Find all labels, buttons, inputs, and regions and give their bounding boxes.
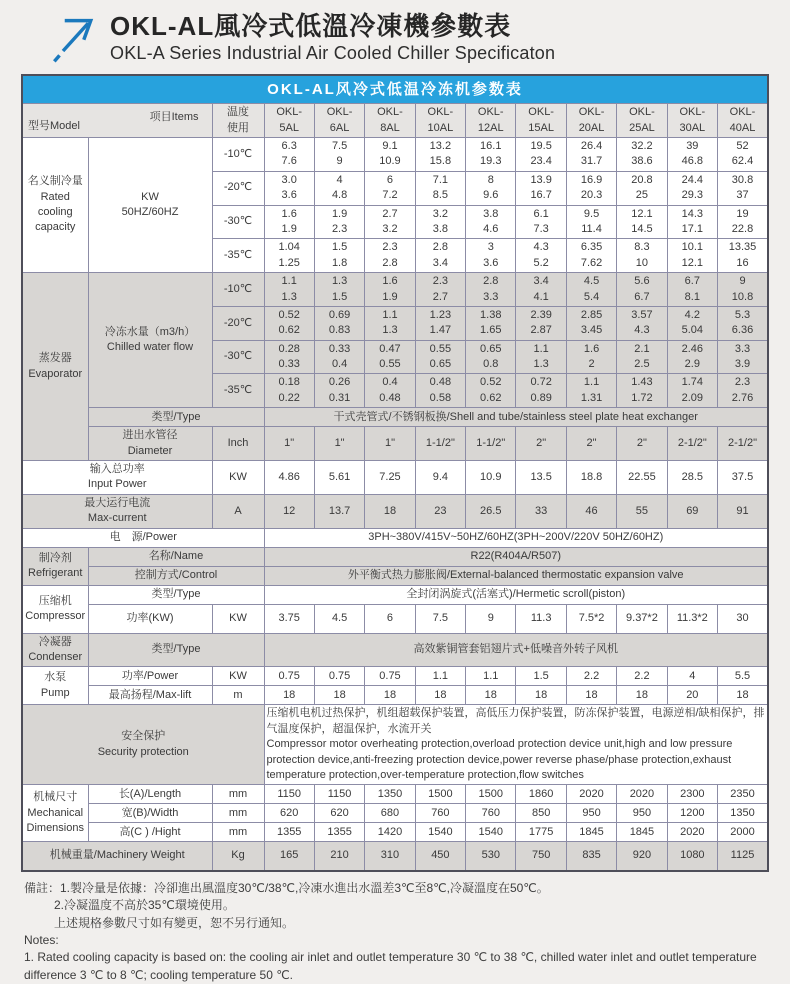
value-cell: 30.8 37 [718,171,768,205]
value-cell: 1.5 [516,667,566,686]
value-cell: 2" [566,427,616,461]
value-cell: 920 [617,842,667,871]
row-label-max-current: 最大运行电流 Max-current [22,494,212,528]
value-cell: 2.85 3.45 [566,306,616,340]
value-cell: 1540 [415,823,465,842]
value-cell: 1.1 [466,667,516,686]
value-cell: 9.1 10.9 [365,138,415,172]
value-cell: 16.1 19.3 [466,138,516,172]
value-cell: 835 [566,842,616,871]
row-label-input-power: 输入总功率 Input Power [22,461,212,495]
value-cell: 0.69 0.83 [314,306,364,340]
value-cell: 37.5 [718,461,768,495]
value-cell: 1125 [718,842,768,871]
table-banner: OKL-AL风冷式低温冷冻机参数表 [22,75,768,104]
unit-cell: mm [212,785,264,804]
value-cell: 1.1 1.31 [566,374,616,408]
note-line: 備註：1.製冷量是依據：冷卻進出風溫度30℃/38℃,冷凍水進出水溫差3℃至8℃,冷凝溫度在50℃。 [24,880,549,895]
table-row [22,705,768,785]
value-cell: 1.6 1.9 [264,205,314,239]
value-cell: 4.5 [314,604,364,633]
value-cell: 9 10.8 [718,273,768,307]
value-cell: 2020 [566,785,616,804]
value-cell: 1-1/2" [466,427,516,461]
value-cell: 2.39 2.87 [516,306,566,340]
value-cell: 2020 [667,823,717,842]
table-row [22,585,768,604]
row-label-max-lift: 最高扬程/Max-lift [88,686,212,705]
value-cell: 13.9 16.7 [516,171,566,205]
unit-cell: KW [212,667,264,686]
value-cell: 2350 [718,785,768,804]
value-cell: 7.25 [365,461,415,495]
corner-model-label: 型号Model [28,119,80,132]
row-label-rated-cooling-capacity: 名义制冷量 Rated cooling capacity [22,138,88,273]
value-cell: 6 [365,604,415,633]
value-cell: 1.43 1.72 [617,374,667,408]
row-label-height: 高(C ) /Hight [88,823,212,842]
value-cell: 750 [516,842,566,871]
value-cell: 3.8 4.6 [466,205,516,239]
corner-items-label: 项目Items [149,111,199,123]
value-cell: 10.9 [466,461,516,495]
value-cell: 620 [264,804,314,823]
value-cell: 0.75 [314,667,364,686]
note-line: 1. Rated cooling capacity is based on: the cooling air inlet and outlet temperature 30 ℃ to 38 ℃, chilled water inlet and outlet temperature difference 3 ℃ to 8 ℃; cooling temperature 50 ℃. [24,950,757,982]
page-header [0,0,790,72]
value-cell: 1.9 2.3 [314,205,364,239]
value-cell: 760 [415,804,465,823]
value-cell: 1200 [667,804,717,823]
value-cell: 28.5 [667,461,717,495]
value-cell: 530 [466,842,516,871]
temp-cell: -20℃ [212,171,264,205]
value-cell: 91 [718,494,768,528]
table-row [22,842,768,871]
unit-cell: A [212,494,264,528]
value-cell: 6.3 7.6 [264,138,314,172]
row-label-power-supply: 电 源/Power [22,528,264,547]
value-cell: 2.46 2.9 [667,340,717,374]
temp-cell: -35℃ [212,374,264,408]
value-cell: 18 [718,686,768,705]
value-cell: 0.52 0.62 [466,374,516,408]
value-cell: 11.3 [516,604,566,633]
value-cell: 18 [314,686,364,705]
value-cell: 7.5*2 [566,604,616,633]
value-cell: 1150 [264,785,314,804]
model-header: OKL- 30AL [667,104,717,138]
value-cell: 1" [365,427,415,461]
banner-row [22,75,768,104]
value-cell: 950 [566,804,616,823]
value-cell: 1845 [617,823,667,842]
value-cell: 26.4 31.7 [566,138,616,172]
value-cell: 5.3 6.36 [718,306,768,340]
row-label-control: 控制方式/Control [88,566,264,585]
value-cell: 0.28 0.33 [264,340,314,374]
model-header: OKL- 40AL [718,104,768,138]
value-cell: 18 [365,494,415,528]
value-cell: 6.7 8.1 [667,273,717,307]
value-cell: 1080 [667,842,717,871]
model-header: OKL- 5AL [264,104,314,138]
temp-cell: -10℃ [212,138,264,172]
row-label-pump-power: 功率/Power [88,667,212,686]
table-row [22,823,768,842]
value-cell: 0.48 0.58 [415,374,465,408]
value-cell: 2000 [718,823,768,842]
page-title: OKL-AL風冷式低溫冷凍機參數表 [110,11,512,41]
row-label-chilled-water-flow: 冷冻水量（m3/h） Chilled water flow [88,273,212,408]
model-header: OKL- 10AL [415,104,465,138]
value-cell: 2.1 2.5 [617,340,667,374]
value-cell: 1-1/2" [415,427,465,461]
value-cell: 1.3 1.5 [314,273,364,307]
value-cell: 3.0 3.6 [264,171,314,205]
value-cell: 1355 [264,823,314,842]
spec-table [21,74,769,872]
row-label-mechanical-dimensions: 机械尺寸 Mechanical Dimensions [22,785,88,842]
value-cell: 55 [617,494,667,528]
unit-cell: mm [212,823,264,842]
value-cell: 1350 [365,785,415,804]
value-cell: 7.5 9 [314,138,364,172]
row-label-compressor-power: 功率(KW) [88,604,212,633]
row-label-pump: 水泵 Pump [22,667,88,705]
value-cell: 12.1 14.5 [617,205,667,239]
column-header-row [22,104,768,138]
table-row [22,461,768,495]
value-cell: 23 [415,494,465,528]
value-cell: 6.35 7.62 [566,239,616,273]
row-label-compressor-type: 类型/Type [88,585,264,604]
unit-cell: Inch [212,427,264,461]
arrow-up-right-icon [50,12,102,64]
value-cell: 1.04 1.25 [264,239,314,273]
value-cell: 2.3 2.76 [718,374,768,408]
value-cell: 3.4 4.1 [516,273,566,307]
table-row [22,804,768,823]
row-label-machinery-weight: 机械重量/Machinery Weight [22,842,212,871]
value-cell: 13.7 [314,494,364,528]
value-cell: 13.5 [516,461,566,495]
table-row [22,566,768,585]
value-cell: 12 [264,494,314,528]
value-cell: 19.5 23.4 [516,138,566,172]
model-header: OKL- 20AL [566,104,616,138]
unit-cell: KW [212,604,264,633]
corner-cell [22,104,212,138]
value-cell: 全封闭涡旋式(活塞式)/Hermetic scroll(piston) [264,585,768,604]
value-cell: 1.38 1.65 [466,306,516,340]
spec-table-body [22,138,768,871]
value-cell: 10.1 12.1 [667,239,717,273]
value-cell: 30 [718,604,768,633]
temp-usage-header: 温度 使用 [212,104,264,138]
model-header: OKL- 15AL [516,104,566,138]
page-subtitle: OKL-A Series Industrial Air Cooled Chiller Specificaton [110,42,556,63]
value-cell: 2-1/2" [718,427,768,461]
value-cell: 9.5 11.4 [566,205,616,239]
value-cell: 20 [667,686,717,705]
value-cell: 450 [415,842,465,871]
value-cell: 1355 [314,823,364,842]
value-cell: 33 [516,494,566,528]
value-cell: 1" [264,427,314,461]
value-cell: 760 [466,804,516,823]
value-cell: 1150 [314,785,364,804]
table-row [22,547,768,566]
value-cell: 0.4 0.48 [365,374,415,408]
value-cell: 7.1 8.5 [415,171,465,205]
value-cell: 2.7 3.2 [365,205,415,239]
value-cell: 18 [415,686,465,705]
value-cell: 310 [365,842,415,871]
value-cell: 1860 [516,785,566,804]
value-cell: 3.2 3.8 [415,205,465,239]
value-cell: 5.61 [314,461,364,495]
value-cell: 20.8 25 [617,171,667,205]
table-row [22,633,768,667]
value-cell: 24.4 29.3 [667,171,717,205]
unit-cell: KW [212,461,264,495]
value-cell: 9.37*2 [617,604,667,633]
row-label-compressor: 压缩机 Compressor [22,585,88,633]
value-cell: 4 4.8 [314,171,364,205]
value-cell: 2" [516,427,566,461]
note-line: 2.冷凝溫度不高於35℃環境使用。 [54,898,235,913]
value-cell: 5.5 [718,667,768,686]
value-cell: 0.18 0.22 [264,374,314,408]
table-row [22,667,768,686]
value-cell: 1" [314,427,364,461]
row-label-condenser: 冷凝器 Condenser [22,633,88,667]
notes [24,880,769,984]
value-cell: 2.2 [617,667,667,686]
value-cell: 1845 [566,823,616,842]
value-cell: 18.8 [566,461,616,495]
value-cell: 0.26 0.31 [314,374,364,408]
value-cell: 18 [566,686,616,705]
value-cell: 6 7.2 [365,171,415,205]
value-cell: R22(R404A/R507) [264,547,768,566]
value-cell: 32.2 38.6 [617,138,667,172]
row-label-refrigerant-name: 名称/Name [88,547,264,566]
value-cell: 3.57 4.3 [617,306,667,340]
value-cell: 8 9.6 [466,171,516,205]
value-cell: 2.3 2.8 [365,239,415,273]
value-cell: 1.23 1.47 [415,306,465,340]
table-row [22,494,768,528]
unit-label-kw-50-60hz: KW 50HZ/60HZ [88,138,212,273]
row-label-refrigerant: 制冷剂 Refrigerant [22,547,88,585]
value-cell: 2300 [667,785,717,804]
row-label-evaporator: 蒸发器 Evaporator [22,273,88,461]
value-cell: 2.3 2.7 [415,273,465,307]
value-cell: 850 [516,804,566,823]
row-label-length: 长(A)/Length [88,785,212,804]
value-cell: 18 [466,686,516,705]
row-label-security-protection: 安全保护 Security protection [22,705,264,785]
model-header: OKL- 8AL [365,104,415,138]
value-cell: 680 [365,804,415,823]
value-cell: 0.75 [365,667,415,686]
value-cell: 0.52 0.62 [264,306,314,340]
value-cell: 16.9 20.3 [566,171,616,205]
value-cell: 8.3 10 [617,239,667,273]
value-cell: 1.1 1.3 [264,273,314,307]
value-cell: 18 [516,686,566,705]
value-cell: 高效紫铜管套铝翅片式+低噪音外转子风机 [264,633,768,667]
row-label-width: 宽(B)/Width [88,804,212,823]
table-row [22,686,768,705]
value-cell: 1.1 [415,667,465,686]
note-line: 上述規格參數尺寸如有變更，恕不另行通知。 [54,915,295,930]
value-cell: 39 46.8 [667,138,717,172]
value-cell: 2.8 3.4 [415,239,465,273]
model-header: OKL- 6AL [314,104,364,138]
value-cell: 4.2 5.04 [667,306,717,340]
value-cell: 13.35 16 [718,239,768,273]
value-cell: 2.2 [566,667,616,686]
value-cell: 1350 [718,804,768,823]
value-cell: 0.47 0.55 [365,340,415,374]
value-cell: 1.6 2 [566,340,616,374]
row-label-diameter: 进出水管径 Diameter [88,427,212,461]
value-cell: 9 [466,604,516,633]
value-cell: 950 [617,804,667,823]
value-cell: 7.5 [415,604,465,633]
value-cell: 4.3 5.2 [516,239,566,273]
row-label-evaporator-type: 类型/Type [88,408,264,427]
table-row [22,427,768,461]
value-cell: 0.55 0.65 [415,340,465,374]
unit-cell: Kg [212,842,264,871]
value-cell: 1.6 1.9 [365,273,415,307]
value-cell: 干式壳管式/不锈钢板换/Shell and tube/stainless steel plate heat exchanger [264,408,768,427]
value-cell: 3.75 [264,604,314,633]
value-cell: 1.1 1.3 [516,340,566,374]
unit-cell: mm [212,804,264,823]
temp-cell: -10℃ [212,273,264,307]
value-cell: 1500 [466,785,516,804]
value-cell: 0.33 0.4 [314,340,364,374]
table-row [22,604,768,633]
value-cell: 69 [667,494,717,528]
value-cell: 1540 [466,823,516,842]
value-cell: 3.3 3.9 [718,340,768,374]
value-cell: 13.2 15.8 [415,138,465,172]
value-cell: 18 [264,686,314,705]
note-line: Notes: [24,933,59,947]
value-cell: 1.74 2.09 [667,374,717,408]
value-cell: 1.1 1.3 [365,306,415,340]
row-label-condenser-type: 类型/Type [88,633,264,667]
table-row [22,408,768,427]
value-cell: 22.55 [617,461,667,495]
temp-cell: -35℃ [212,239,264,273]
table-row [22,138,768,172]
value-cell: 52 62.4 [718,138,768,172]
security-protection-text: 压缩机电机过热保护，机组超载保护装置，高低压力保护装置，防冻保护装置，电源逆相/缺相保护，排气温度保护，超温保护，水流开关 Compressor motor overheating protection,overload protection device unit,high and low pressure protection device,anti-freezing protection device,power reverse phase/phase protection,exhaust temperature protection,over-temperature protection,flow switches [264,705,768,785]
value-cell: 26.5 [466,494,516,528]
value-cell: 46 [566,494,616,528]
value-cell: 5.6 6.7 [617,273,667,307]
value-cell: 2.8 3.3 [466,273,516,307]
value-cell: 3PH~380V/415V~50HZ/60HZ(3PH~200V/220V 50HZ/60HZ) [264,528,768,547]
table-row [22,273,768,307]
value-cell: 1775 [516,823,566,842]
table-row [22,785,768,804]
model-header: OKL- 12AL [466,104,516,138]
value-cell: 11.3*2 [667,604,717,633]
value-cell: 18 [617,686,667,705]
value-cell: 3 3.6 [466,239,516,273]
value-cell: 1420 [365,823,415,842]
value-cell: 14.3 17.1 [667,205,717,239]
value-cell: 4 [667,667,717,686]
model-header: OKL- 25AL [617,104,667,138]
value-cell: 1.5 1.8 [314,239,364,273]
temp-cell: -30℃ [212,340,264,374]
value-cell: 4.86 [264,461,314,495]
value-cell: 4.5 5.4 [566,273,616,307]
unit-cell: m [212,686,264,705]
temp-cell: -30℃ [212,205,264,239]
value-cell: 外平衡式热力膨胀阀/External-balanced thermostatic expansion valve [264,566,768,585]
value-cell: 2" [617,427,667,461]
temp-cell: -20℃ [212,306,264,340]
value-cell: 18 [365,686,415,705]
value-cell: 210 [314,842,364,871]
value-cell: 165 [264,842,314,871]
value-cell: 0.72 0.89 [516,374,566,408]
value-cell: 0.75 [264,667,314,686]
value-cell: 6.1 7.3 [516,205,566,239]
value-cell: 19 22.8 [718,205,768,239]
value-cell: 620 [314,804,364,823]
value-cell: 2020 [617,785,667,804]
value-cell: 1500 [415,785,465,804]
value-cell: 2-1/2" [667,427,717,461]
value-cell: 0.65 0.8 [466,340,516,374]
value-cell: 9.4 [415,461,465,495]
table-row [22,528,768,547]
